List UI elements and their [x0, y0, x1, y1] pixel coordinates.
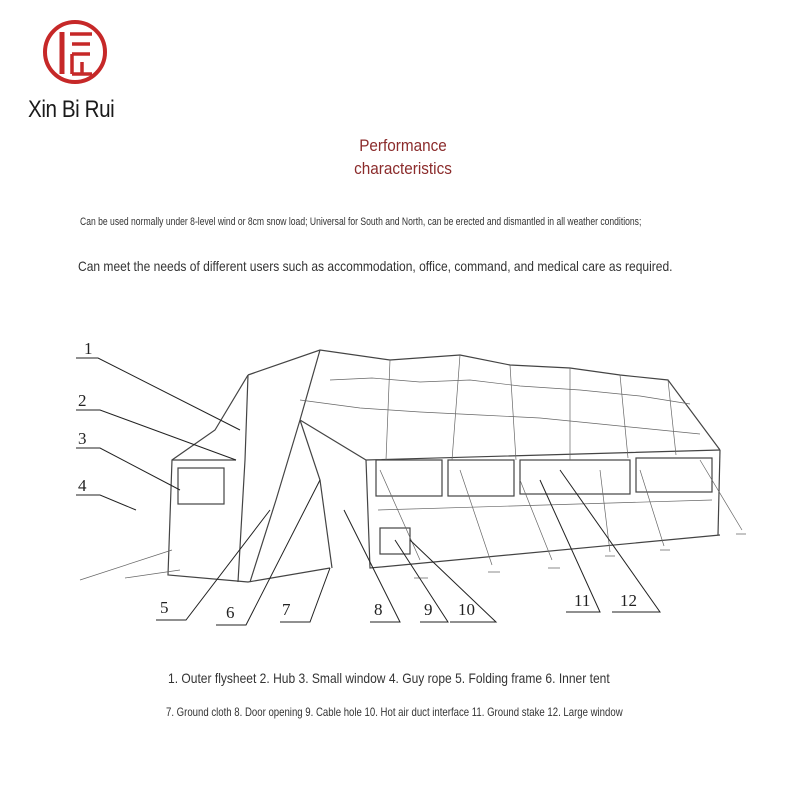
section-heading: [310, 134, 495, 180]
legend-line-2: 7. Ground cloth 8. Door opening 9. Cable hole 10. Hot air duct interface 11. Ground stake 12. Large window: [166, 705, 623, 719]
callout-11: 11: [574, 591, 591, 610]
callout-4: 4: [78, 476, 87, 495]
callout-6: 6: [226, 603, 235, 622]
callout-2: 2: [78, 391, 87, 410]
callout-7: 7: [282, 600, 291, 619]
legend-line-1: 1. Outer flysheet 2. Hub 3. Small window 4. Guy rope 5. Folding frame 6. Inner tent: [168, 670, 610, 686]
tent-drawing: [80, 350, 746, 582]
callout-1: 1: [84, 339, 93, 358]
callout-3: 3: [78, 429, 87, 448]
callout-leaders: [76, 358, 660, 625]
performance-paragraph-2: Can meet the needs of different users such as accommodation, office, command, and medical care as required.: [78, 258, 673, 274]
seal-logo-icon: [42, 20, 112, 90]
performance-paragraph-1: Can be used normally under 8-level wind or 8cm snow load; Universal for South and North, can be erected and dismantled in all weather conditions;: [80, 216, 642, 228]
heading-line-1: Performance: [359, 136, 447, 155]
heading-line-2: characteristics: [354, 159, 452, 178]
callout-9: 9: [424, 600, 433, 619]
callout-8: 8: [374, 600, 383, 619]
tent-diagram: [0, 320, 800, 640]
callout-5: 5: [160, 598, 169, 617]
brand-name: Xin Bi Rui: [28, 96, 115, 123]
callout-10: 10: [458, 600, 475, 619]
callout-12: 12: [620, 591, 637, 610]
